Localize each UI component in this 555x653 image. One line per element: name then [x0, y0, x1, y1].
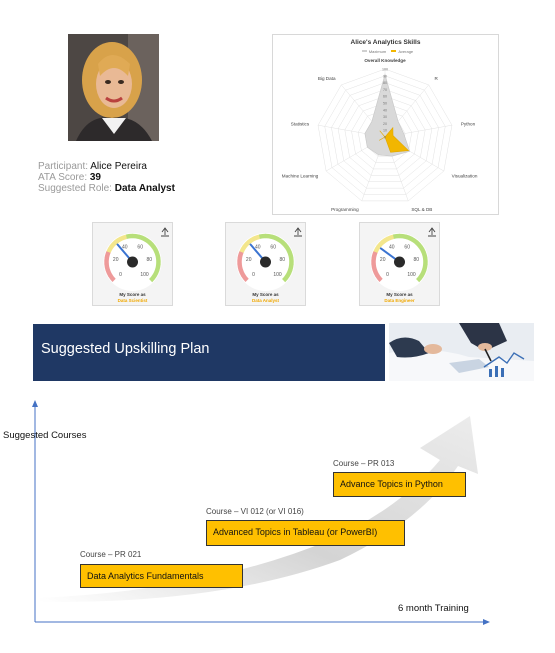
radar-tick-label: 80: [383, 81, 387, 86]
gauge-caption-line1: My Score as: [386, 292, 413, 297]
gauge-band: [259, 236, 265, 237]
banner-title: Suggested Upskilling Plan: [41, 341, 210, 357]
gauge-band: [393, 236, 399, 237]
gauge-tick-label: 0: [119, 271, 122, 278]
participant-name: Alice Pereira: [90, 161, 147, 172]
radar-axis-label: Statistics: [290, 121, 310, 127]
gauge-tick-label: 40: [122, 244, 128, 251]
y-axis-arrowhead: [32, 400, 38, 407]
gauge-tick-label: 60: [404, 244, 410, 251]
gauge-band: [107, 252, 109, 258]
suggested-role-row: [38, 183, 175, 194]
ata-score-label: ATA Score:: [38, 172, 88, 183]
gauge-band: [272, 237, 278, 239]
radar-tick-label: 30: [383, 115, 387, 120]
ata-score-value: 39: [89, 172, 101, 183]
gauge-tick-label: 0: [252, 271, 255, 278]
radar-tick-label: 20: [383, 121, 387, 126]
gauge-tick-label: 100: [140, 271, 149, 278]
gauge-tick-label: 80: [279, 257, 286, 264]
gauge-band: [290, 252, 292, 258]
gauge-caption-line1: My Score as: [252, 292, 279, 297]
gauge-data-analyst: [225, 222, 306, 306]
gauge-tick-label: 20: [379, 257, 386, 264]
gauge-caption-line1: My Score as: [119, 292, 146, 297]
radar-axis-label: Big Data: [317, 75, 336, 81]
course-code-1: Course – PR 021: [80, 550, 142, 559]
radar-tick-label: 40: [383, 108, 387, 113]
participant-photo: [68, 34, 159, 141]
course-code-3: Course – PR 013: [333, 459, 395, 468]
gauge-band: [154, 270, 157, 276]
gauge-tick-label: 20: [245, 257, 252, 264]
gauge-band: [375, 246, 378, 252]
gauge-tick-label: 20: [112, 257, 119, 264]
gauge-band: [108, 246, 111, 252]
radar-tick-label: 60: [383, 94, 387, 99]
gauge-caption: [226, 292, 305, 304]
export-icon[interactable]: [428, 228, 436, 236]
gauge-tick-label: 60: [137, 244, 143, 251]
radar-axis-label: Programming: [331, 207, 359, 213]
export-icon[interactable]: [294, 228, 302, 236]
radar-axis-label: Overall Knowledge: [364, 57, 406, 63]
gauge-band: [240, 252, 242, 258]
gauge-tick-label: 60: [270, 244, 276, 251]
export-icon[interactable]: [161, 228, 169, 236]
radar-tick-label: 100: [382, 67, 388, 72]
ata-score-row: [38, 172, 175, 183]
radar-tick-label: 50: [383, 101, 387, 106]
radar-tick-label: 10: [383, 128, 387, 133]
gauge-band: [241, 270, 244, 276]
radar-axis-label: Python: [460, 121, 476, 127]
gauge-band: [241, 246, 244, 252]
gauge-hub: [394, 257, 405, 268]
gauge-band: [154, 247, 157, 253]
course-box-1[interactable]: Data Analytics Fundamentals: [80, 564, 243, 588]
gauge-band: [290, 264, 291, 270]
gauge-band: [375, 270, 378, 276]
suggested-role-label: Suggested Role:: [38, 183, 112, 194]
legend-average: Average: [398, 49, 414, 54]
gauge-tick-label: 0: [386, 271, 389, 278]
gauge-tick-label: 40: [255, 244, 261, 251]
x-axis-label: 6 month Training: [398, 603, 469, 614]
radar-axis-label: R: [434, 75, 438, 81]
gauge-band: [406, 237, 412, 239]
gauge-band: [108, 270, 111, 276]
gauge-band: [287, 270, 290, 276]
gauge-tick-label: 80: [413, 257, 420, 264]
gauge-band: [126, 236, 132, 237]
gauge-tick-label: 100: [273, 271, 282, 278]
gauge-band: [157, 264, 158, 270]
gauge-band: [424, 264, 425, 270]
suggested-role-value: Data Analyst: [114, 183, 175, 194]
gauge-caption-role: Data Scientist: [117, 298, 148, 303]
radar-title: Alice's Analytics Skills: [350, 39, 421, 46]
gauge-band: [107, 264, 108, 270]
gauge-caption-role: Data Analyst: [251, 298, 280, 303]
x-axis-arrowhead: [483, 619, 490, 625]
radar-tick-label: 0: [384, 135, 386, 140]
radar-tick-label: 90: [383, 74, 387, 79]
gauge-band: [266, 236, 272, 237]
gauge-band: [374, 252, 376, 258]
y-axis-label: Suggested Courses: [3, 430, 87, 441]
gauge-band: [240, 264, 241, 270]
participant-name-label: Participant:: [38, 161, 89, 172]
gauge-tick-label: 80: [146, 257, 153, 264]
gauge-band: [254, 237, 260, 239]
gauge-band: [400, 236, 406, 237]
upskilling-banner: [33, 324, 385, 381]
radar-tick-label: 70: [383, 87, 387, 92]
gauge-band: [388, 237, 394, 239]
gauge-caption: [360, 292, 439, 304]
gauge-caption-role: Data Engineer: [384, 298, 415, 303]
gauge-band: [421, 247, 424, 253]
gauge-band: [424, 252, 426, 258]
course-box-3[interactable]: Advance Topics in Python: [333, 472, 466, 497]
radar-axis-label: Visualization: [451, 173, 478, 179]
radar-axis-label: Machine Learning: [281, 173, 319, 179]
gauge-tick-label: 100: [407, 271, 416, 278]
legend-maximum: Maximum: [368, 49, 387, 54]
gauge-band: [374, 264, 375, 270]
gauge-band: [157, 252, 159, 258]
radar-axis-label: SQL & DB: [411, 207, 433, 213]
gauge-band: [133, 236, 139, 237]
gauge-hub: [127, 257, 138, 268]
participant-info: [38, 161, 175, 194]
gauge-band: [139, 237, 145, 239]
gauge-data-scientist: [92, 222, 173, 306]
gauge-caption: [93, 292, 172, 304]
course-box-2[interactable]: Advanced Topics in Tableau (or PowerBI): [206, 520, 405, 546]
gauge-hub: [260, 257, 271, 268]
gauge-data-engineer: [359, 222, 440, 306]
skills-radar-chart: [272, 34, 499, 215]
gauge-band: [121, 237, 127, 239]
participant-name-row: [38, 161, 175, 172]
gauge-band: [287, 247, 290, 253]
gauge-band: [421, 270, 424, 276]
course-code-2: Course – VI 012 (or VI 016): [206, 507, 304, 516]
gauge-tick-label: 40: [389, 244, 395, 251]
banner-photo: [389, 323, 534, 381]
